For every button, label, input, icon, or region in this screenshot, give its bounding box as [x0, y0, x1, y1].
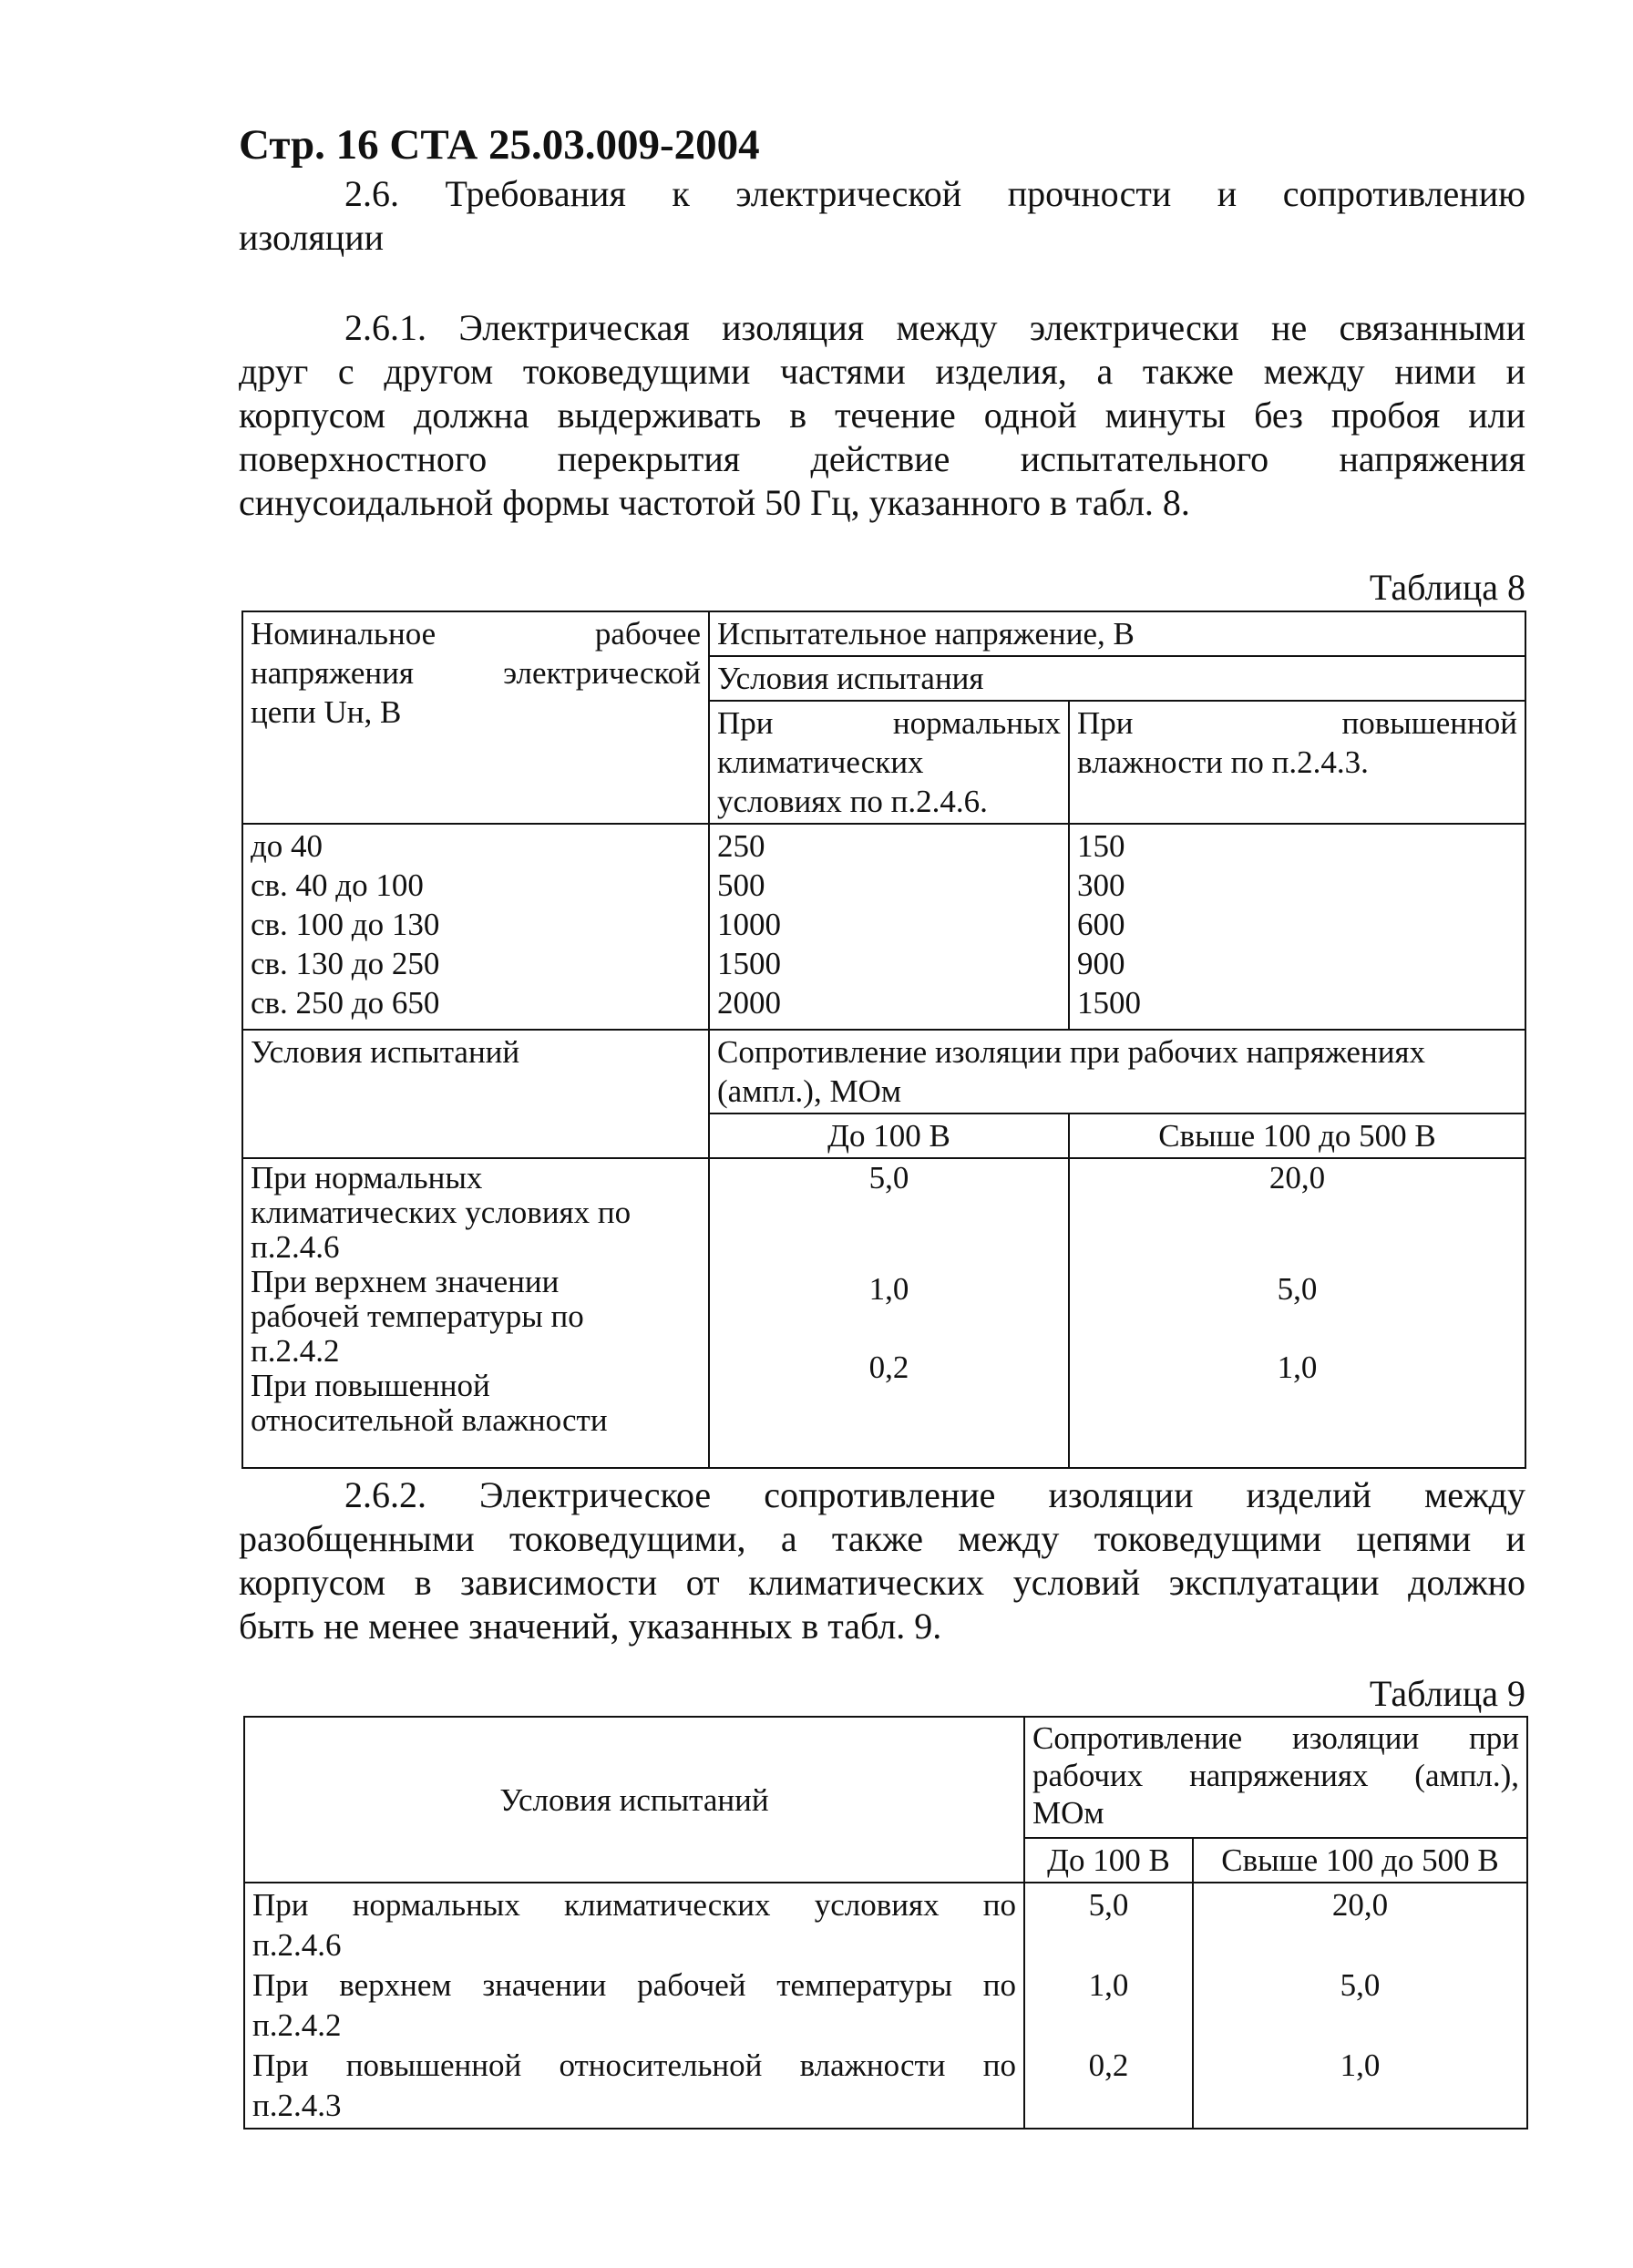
low-values [1024, 1883, 1193, 2129]
condition-line: При повышенной [251, 1368, 490, 1403]
resistance-value: 5,0 [1088, 1887, 1129, 1923]
voltage-range: св. 100 до 130 [251, 907, 440, 942]
condition-item [251, 1369, 701, 1438]
normal-voltage-list [709, 824, 1069, 1030]
condition-line: п.2.4.3 [252, 2088, 342, 2123]
table-8-caption: Таблица 8 [1369, 567, 1525, 608]
test-voltage-value: 900 [1077, 946, 1125, 981]
resistance-value: 20,0 [1268, 1160, 1326, 1196]
test-voltage-value: 1500 [1077, 985, 1141, 1021]
voltage-range: до 40 [251, 828, 324, 864]
resistance-header: Сопротивление изоляции при рабочих напряжениях (ампл.), МОм [709, 1030, 1525, 1113]
voltage-range-list [242, 824, 709, 1030]
condition-item [252, 1965, 1016, 2046]
condition-line: При нормальных [251, 1160, 483, 1196]
paragraph-line: корпусом должна выдерживать в течение одной минуты без пробоя или [239, 395, 1525, 436]
test-voltage-value: 150 [1077, 828, 1125, 864]
header-line: условиях по п.2.4.6. [717, 784, 988, 819]
humid-voltage-list [1069, 824, 1525, 1030]
paragraph-line: корпусом в зависимости от климатических условий эксплуатации должно [239, 1562, 1525, 1603]
condition-line: п.2.4.2 [251, 1333, 340, 1369]
conditions-header: Условия испытаний [244, 1717, 1024, 1883]
condition-item [252, 2046, 1016, 2126]
resistance-value: 1,0 [868, 1271, 909, 1307]
condition-line: При верхнем значении [251, 1264, 560, 1299]
section-heading-line: 2.6. Требования к электрической прочности и сопротивлению [344, 173, 1525, 214]
resistance-value: 0,2 [1088, 2047, 1129, 2083]
paragraph-line: 2.6.1. Электрическая изоляция между электрически не связанными [344, 307, 1525, 348]
condition-line: относительной влажности [251, 1402, 608, 1438]
section-heading-line: изоляции [239, 217, 385, 258]
conditions-list [244, 1883, 1024, 2129]
resistance-header [1024, 1717, 1527, 1838]
paragraph-line: быть не менее значений, указанных в табл. 9. [239, 1606, 942, 1647]
test-voltage-value: 250 [717, 828, 765, 864]
table-9 [243, 1716, 1528, 2129]
resistance-value: 1,0 [1340, 2047, 1381, 2083]
resistance-conditions-label: Условия испытаний [242, 1030, 709, 1158]
col-high-header: Свыше 100 до 500 В [1193, 1838, 1527, 1883]
header-line: Номинальное рабочее [251, 616, 701, 652]
resistance-high-values [1069, 1158, 1525, 1468]
paragraph-line: друг с другом токоведущими частями изделия, а также между ними и [239, 351, 1525, 392]
voltage-range: св. 40 до 100 [251, 867, 424, 903]
resistance-low-values [709, 1158, 1069, 1468]
condition-line: п.2.4.2 [252, 2007, 342, 2043]
header-line: напряжения электрической [251, 655, 701, 691]
test-voltage-value: 600 [1077, 907, 1125, 942]
paragraph-line: 2.6.2. Электрическое сопротивление изоляции изделий между [344, 1474, 1525, 1515]
test-voltage-value: 300 [1077, 867, 1125, 903]
header-line: МОм [1032, 1795, 1104, 1831]
header-line: климатических [717, 744, 924, 780]
paragraph-2-6-2 [239, 1473, 1525, 1648]
resistance-value: 5,0 [868, 1160, 909, 1196]
header-line: При нормальных [717, 705, 1061, 741]
condition-line: При верхнем значении рабочей температуры по [252, 1967, 1016, 2003]
resistance-value: 1,0 [1088, 1967, 1129, 2003]
header-line: Сопротивление изоляции при [1032, 1720, 1520, 1756]
condition-line: рабочей температуры по [251, 1298, 584, 1334]
condition-line: При нормальных климатических условиях по [252, 1887, 1016, 1923]
voltage-header-cell [242, 611, 709, 824]
resistance-value: 20,0 [1331, 1887, 1389, 1923]
high-values [1193, 1883, 1527, 2129]
section-heading [239, 172, 1525, 260]
test-voltage-header: Испытательное напряжение, В [709, 611, 1525, 656]
header-line: При повышенной [1077, 705, 1517, 741]
condition-line: При повышенной относительной влажности по [252, 2047, 1016, 2083]
condition-item [251, 1265, 701, 1369]
condition-line: климатических условиях по [251, 1195, 632, 1230]
col-low-header: До 100 В [1024, 1838, 1193, 1883]
resistance-value: 5,0 [1277, 1271, 1318, 1307]
table-8 [241, 611, 1526, 1469]
header-line: цепи Uн, В [251, 694, 402, 730]
resistance-col-high: Свыше 100 до 500 В [1069, 1113, 1525, 1158]
humid-conditions-header [1069, 701, 1525, 824]
voltage-range: св. 130 до 250 [251, 946, 440, 981]
condition-line: п.2.4.6 [252, 1927, 342, 1963]
test-voltage-value: 1000 [717, 907, 781, 942]
test-voltage-value: 2000 [717, 985, 781, 1021]
normal-conditions-header [709, 701, 1069, 824]
test-conditions-header: Условия испытания [709, 656, 1525, 701]
paragraph-line: синусоидальной формы частотой 50 Гц, указанного в табл. 8. [239, 482, 1190, 523]
resistance-value: 0,2 [868, 1350, 909, 1385]
resistance-value: 1,0 [1277, 1350, 1318, 1385]
header-line: рабочих напряжениях (ампл.), [1032, 1758, 1520, 1793]
resistance-col-low: До 100 В [709, 1113, 1069, 1158]
page-header: Стр. 16 СТА 25.03.009-2004 [239, 121, 760, 169]
paragraph-line: поверхностного перекрытия действие испытательного напряжения [239, 438, 1525, 479]
header-line: влажности по п.2.4.3. [1077, 744, 1369, 780]
paragraph-line: разобщенными токоведущими, а также между токоведущими цепями и [239, 1518, 1525, 1559]
condition-line: п.2.4.6 [251, 1229, 340, 1265]
paragraph-2-6-1 [239, 306, 1525, 525]
voltage-range: св. 250 до 650 [251, 985, 440, 1021]
test-voltage-value: 1500 [717, 946, 781, 981]
resistance-conditions-list [242, 1158, 709, 1468]
table-9-caption: Таблица 9 [1369, 1673, 1525, 1714]
resistance-value: 5,0 [1340, 1967, 1381, 2003]
condition-item [251, 1161, 701, 1265]
test-voltage-value: 500 [717, 867, 765, 903]
condition-item [252, 1885, 1016, 1965]
